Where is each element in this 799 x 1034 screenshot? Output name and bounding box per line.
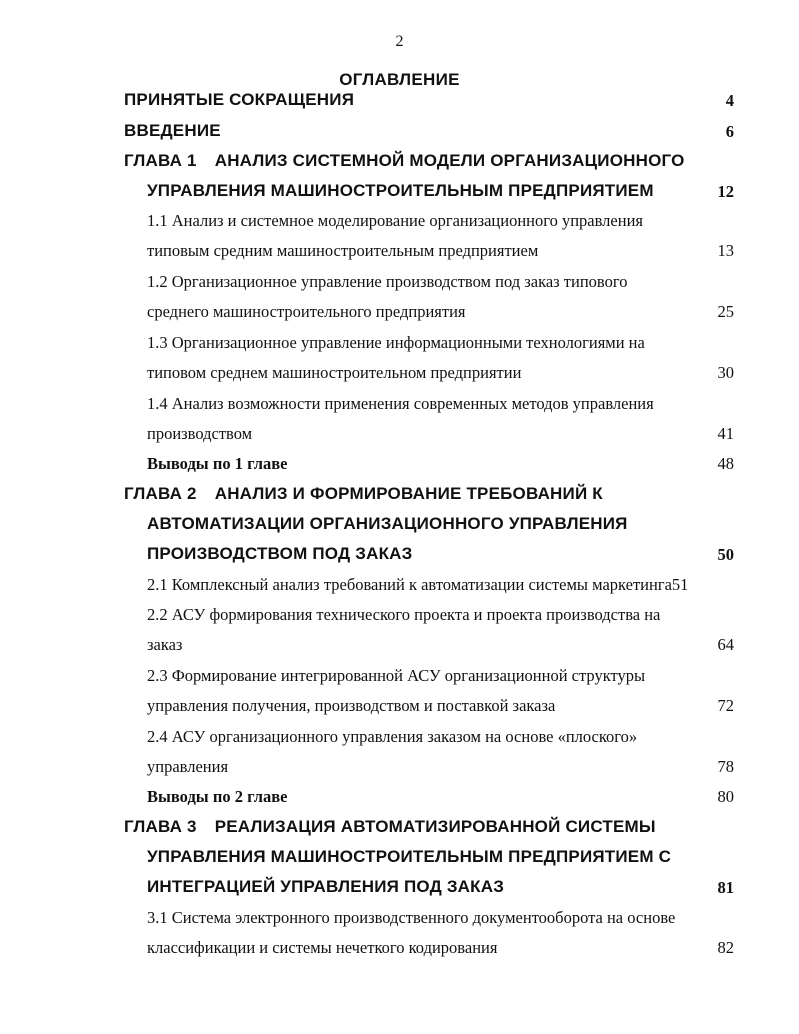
- toc-page-section-1-2: 25: [717, 302, 734, 321]
- toc-page-introduction: 6: [725, 122, 734, 141]
- chapter-3-title-part-1: РЕАЛИЗАЦИЯ АВТОМАТИЗИРОВАННОЙ СИСТЕМЫ: [214, 817, 656, 836]
- toc-section-1-1-line-2: типовым средним машиностроительным предприятием: [147, 241, 539, 260]
- toc-section-2-1: 2.1 Комплексный анализ требований к автоматизации системы маркетинга51: [147, 575, 689, 594]
- toc-section-1-2-line-1: 1.2 Организационное управление производством под заказ типового: [147, 272, 628, 291]
- toc-page-section-2-3: 72: [717, 696, 734, 715]
- toc-chapter-2-line-3: ПРОИЗВОДСТВОМ ПОД ЗАКАЗ: [147, 544, 413, 563]
- toc-page-section-1-3: 30: [717, 363, 734, 382]
- chapter-2-label: ГЛАВА 2: [124, 484, 197, 503]
- toc-section-1-3-line-1: 1.3 Организационное управление информационными технологиями на: [147, 333, 645, 352]
- toc-chapter-1-line-2: УПРАВЛЕНИЯ МАШИНОСТРОИТЕЛЬНЫМ ПРЕДПРИЯТИЕМ: [147, 181, 654, 200]
- toc-chapter-2-line-1: [124, 484, 603, 504]
- toc-page-chapter-1: 12: [717, 182, 734, 201]
- toc-chapter-3-line-3: ИНТЕГРАЦИЕЙ УПРАВЛЕНИЯ ПОД ЗАКАЗ: [147, 877, 505, 896]
- toc-section-1-3-line-2: типовом среднем машиностроительном предприятии: [147, 363, 522, 382]
- toc-section-3-1-line-1: 3.1 Система электронного производственного документооборота на основе: [147, 908, 676, 927]
- toc-conclusions-2: Выводы по 2 главе: [147, 787, 288, 806]
- toc-page-section-2-2: 64: [717, 635, 734, 654]
- chapter-1-label: ГЛАВА 1: [124, 151, 197, 170]
- toc-page-abbreviations: 4: [725, 91, 734, 110]
- toc-page-section-1-1: 13: [717, 241, 734, 260]
- toc-section-2-3-line-1: 2.3 Формирование интегрированной АСУ организационной структуры: [147, 666, 646, 685]
- toc-section-2-2-line-2: заказ: [147, 635, 183, 654]
- toc-page-section-2-4: 78: [717, 757, 734, 776]
- toc-chapter-3-line-2: УПРАВЛЕНИЯ МАШИНОСТРОИТЕЛЬНЫМ ПРЕДПРИЯТИЕМ С: [147, 847, 672, 866]
- toc-page-conclusions-1: 48: [717, 454, 734, 473]
- toc-page-section-1-4: 41: [717, 424, 734, 443]
- toc-entry-introduction: ВВЕДЕНИЕ: [124, 121, 221, 140]
- toc-chapter-2-line-2: АВТОМАТИЗАЦИИ ОРГАНИЗАЦИОННОГО УПРАВЛЕНИЯ: [147, 514, 628, 533]
- chapter-1-title-part-1: АНАЛИЗ СИСТЕМНОЙ МОДЕЛИ ОРГАНИЗАЦИОННОГО: [214, 151, 685, 170]
- chapter-3-label: ГЛАВА 3: [124, 817, 197, 836]
- toc-page-chapter-3: 81: [717, 878, 734, 897]
- toc-title: ОГЛАВЛЕНИЕ: [339, 70, 460, 89]
- toc-section-1-4-line-2: производством: [147, 424, 253, 443]
- toc-page-section-3-1: 82: [717, 938, 734, 957]
- chapter-2-title-part-1: АНАЛИЗ И ФОРМИРОВАНИЕ ТРЕБОВАНИЙ К: [214, 484, 603, 503]
- toc-section-1-2-line-2: среднего машиностроительного предприятия: [147, 302, 466, 321]
- toc-section-2-3-line-2: управления получения, производством и поставкой заказа: [147, 696, 556, 715]
- toc-entry-abbreviations: ПРИНЯТЫЕ СОКРАЩЕНИЯ: [124, 90, 355, 109]
- toc-section-1-4-line-1: 1.4 Анализ возможности применения современных методов управления: [147, 394, 654, 413]
- toc-section-2-2-line-1: 2.2 АСУ формирования технического проекта и проекта производства на: [147, 605, 661, 624]
- toc-section-2-4-line-2: управления: [147, 757, 229, 776]
- toc-chapter-3-line-1: [124, 817, 656, 837]
- toc-page-conclusions-2: 80: [717, 787, 734, 806]
- page-number: 2: [395, 33, 404, 50]
- toc-section-2-4-line-1: 2.4 АСУ организационного управления заказом на основе «плоского»: [147, 727, 638, 746]
- toc-conclusions-1: Выводы по 1 главе: [147, 454, 288, 473]
- toc-section-3-1-line-2: классификации и системы нечеткого кодирования: [147, 938, 498, 957]
- toc-page-chapter-2: 50: [717, 545, 734, 564]
- toc-chapter-1-line-1: [124, 151, 685, 171]
- toc-section-1-1-line-1: 1.1 Анализ и системное моделирование организационного управления: [147, 211, 643, 230]
